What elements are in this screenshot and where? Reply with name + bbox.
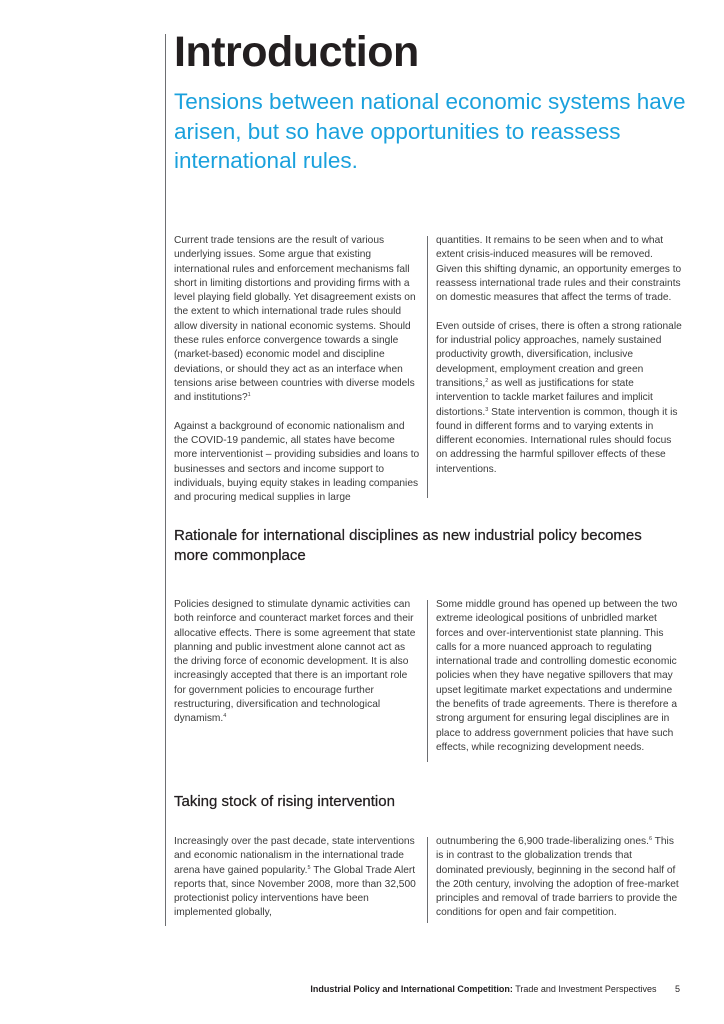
column-divider (427, 837, 428, 923)
paragraph: Even outside of crises, there is often a strong rationale for industrial policy approaches, namely sustained productivity growth, diversification, inclusive development, employment creation and green transitions,$^2$ as well as justifications for state intervention to tackle market failures and implicit distortions.$^3$ State intervention is common, though it is found in different forms and to varying extents in different economies. International rules should focus on addressing the harmful spillover effects of these interventions. (436, 320, 682, 475)
paragraph: Current trade tensions are the result of various underlying issues. Some argue that existing international rules and enforcement mechanisms fall short in limiting distortions and providing firms with a level playing field globally. Yet disagreement exists on the extent to which international trade rules should allow diversity in national economic systems. Should these rules enforce convergence towards a single (market-based) economic model and discipline deviations, or should they act as an interface when tensions arise between countries with diverse models and institutions?$^1$ (174, 235, 416, 404)
paragraph: Policies designed to stimulate dynamic activities can both reinforce and counteract market forces and their allocative effects. There is some agreement that state planning and public investment alone cannot act as the driving force of economic development. It is also increasingly accepted that there is an important role for government policies to encourage further restructuring, diversification and technological dynamism.$^4$ (174, 599, 416, 725)
footnote-ref: 3 (485, 406, 489, 413)
footer-subtitle: Trade and Investment Perspectives (515, 984, 657, 994)
footnote-ref: 5 (307, 864, 311, 871)
paragraph: outnumbering the 6,900 trade-liberalizing ones.$^6$ This is in contrast to the globalization trends that dominated previously, beginning in the second half of the 20th century, involving the adoption of free-market principles and removal of trade barriers to provide the conditions for open and fair competition. (436, 836, 679, 919)
intro-column-left (174, 234, 420, 506)
footnote-ref: 4 (223, 713, 227, 720)
section-heading-taking-stock: Taking stock of rising intervention (174, 793, 395, 810)
paragraph: quantities. It remains to be seen when and to what extent crisis-induced measures will be removed. Given this shifting dynamic, an opportunity emerges to reassess international trade rules and their constraints on domestic measures that affect the terms of trade. (436, 235, 682, 304)
lead-subtitle: Tensions between national economic systems have arisen, but so have opportunities to reassess international rules. (174, 89, 686, 173)
stock-column-right (436, 835, 682, 921)
rationale-column-right (436, 598, 682, 755)
margin-rule (165, 34, 166, 926)
footnote-ref: 1 (247, 392, 251, 399)
paragraph: Some middle ground has opened up between the two extreme ideological positions of unbridled market forces and over-interventionist state planning. This calls for a more nuanced approach to regulating international trade and controlling domestic economic policies when they have negative spillovers that may upset legitimate market expectations and undermine the benefits of trade agreements. There is therefore a strong argument for ensuring legal disciplines are in place to address government policies that have such effects, while recognizing development needs. (436, 599, 678, 753)
column-divider (427, 600, 428, 762)
page-number: 5 (674, 984, 680, 994)
page-title: Introduction (174, 28, 419, 76)
footnote-ref: 2 (485, 377, 489, 384)
paragraph: Increasingly over the past decade, state interventions and economic nationalism in the international trade arena have gained popularity.$^5$ The Global Trade Alert reports that, since November 2008, more than 32,500 protectionist policy interventions have been implemented globally, (174, 836, 416, 919)
rationale-column-left (174, 598, 420, 727)
page-footer (310, 984, 680, 994)
paragraph: Against a background of economic nationalism and the COVID-19 pandemic, all states have become more interventionist – providing subsidies and loans to businesses and sectors and income support to individuals, buying equity stakes in leading companies and procuring medical supplies in large (174, 420, 420, 504)
footnote-ref: 6 (648, 836, 653, 842)
section-heading-rationale: Rationale for international disciplines as new industrial policy becomes more commonplace (174, 527, 642, 564)
intro-column-right (436, 234, 682, 477)
footer-title: Industrial Policy and International Competition: (310, 984, 513, 994)
column-divider (427, 236, 428, 498)
stock-column-left (174, 835, 420, 921)
